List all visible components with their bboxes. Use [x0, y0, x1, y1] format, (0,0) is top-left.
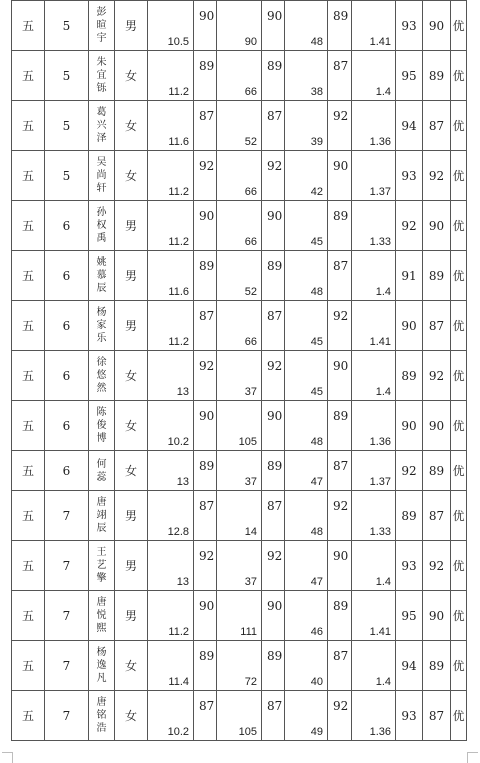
cell-value-1: 11.6	[148, 101, 194, 151]
student-name-text: 朱宜铄	[96, 57, 107, 94]
table-row	[12, 351, 467, 401]
cell-class: 6	[45, 401, 89, 451]
cell-total: 92	[423, 151, 451, 201]
cell-score-3: 90	[328, 541, 352, 591]
cell-grade: 五	[12, 591, 45, 641]
cell-value-1: 13	[148, 451, 194, 491]
cell-student-name	[89, 1, 115, 51]
cell-score-3: 92	[328, 691, 352, 741]
cell-value-2: 66	[217, 301, 262, 351]
cell-value-1: 13	[148, 541, 194, 591]
cell-total: 90	[423, 1, 451, 51]
cell-score-1: 90	[194, 201, 217, 251]
cell-level: 优	[451, 201, 467, 251]
cell-score-2: 89	[262, 451, 285, 491]
cell-total: 90	[423, 201, 451, 251]
cell-score-4: 94	[396, 641, 423, 691]
cell-score-1: 87	[194, 101, 217, 151]
cell-total: 87	[423, 301, 451, 351]
cell-score-4: 90	[396, 401, 423, 451]
table-row	[12, 691, 467, 741]
cell-value-3: 48	[285, 401, 328, 451]
cell-total: 90	[423, 591, 451, 641]
cell-grade: 五	[12, 641, 45, 691]
cell-gender: 女	[115, 151, 148, 201]
student-name-text: 杨家乐	[96, 307, 107, 344]
cell-value-2: 52	[217, 251, 262, 301]
cell-total: 89	[423, 251, 451, 301]
cell-value-2: 66	[217, 201, 262, 251]
cell-value-4: 1.36	[352, 691, 396, 741]
cell-score-2: 90	[262, 591, 285, 641]
cell-value-3: 47	[285, 541, 328, 591]
cell-score-2: 87	[262, 101, 285, 151]
page-corner-mark	[2, 752, 13, 763]
cell-class: 7	[45, 541, 89, 591]
cell-score-2: 90	[262, 201, 285, 251]
cell-total: 87	[423, 101, 451, 151]
table-row	[12, 151, 467, 201]
cell-value-2: 105	[217, 401, 262, 451]
cell-value-3: 49	[285, 691, 328, 741]
cell-value-3: 47	[285, 451, 328, 491]
cell-grade: 五	[12, 351, 45, 401]
cell-value-3: 48	[285, 251, 328, 301]
cell-value-1: 11.2	[148, 201, 194, 251]
cell-value-3: 38	[285, 51, 328, 101]
cell-score-1: 92	[194, 351, 217, 401]
table-row	[12, 1, 467, 51]
cell-class: 5	[45, 101, 89, 151]
cell-value-2: 72	[217, 641, 262, 691]
cell-value-1: 11.2	[148, 591, 194, 641]
table-row	[12, 101, 467, 151]
student-name-text: 唐翊辰	[96, 497, 107, 534]
cell-score-3: 87	[328, 51, 352, 101]
cell-value-1: 11.2	[148, 301, 194, 351]
cell-value-2: 66	[217, 151, 262, 201]
cell-value-1: 11.6	[148, 251, 194, 301]
cell-grade: 五	[12, 101, 45, 151]
cell-value-1: 11.4	[148, 641, 194, 691]
cell-student-name	[89, 51, 115, 101]
cell-score-2: 87	[262, 691, 285, 741]
cell-value-2: 37	[217, 451, 262, 491]
cell-grade: 五	[12, 201, 45, 251]
cell-value-3: 46	[285, 591, 328, 641]
cell-level: 优	[451, 101, 467, 151]
cell-grade: 五	[12, 151, 45, 201]
cell-grade: 五	[12, 51, 45, 101]
cell-value-2: 111	[217, 591, 262, 641]
cell-student-name	[89, 591, 115, 641]
table-body	[12, 1, 467, 741]
cell-value-2: 37	[217, 541, 262, 591]
cell-value-3: 45	[285, 201, 328, 251]
cell-score-3: 87	[328, 641, 352, 691]
cell-score-1: 87	[194, 301, 217, 351]
cell-level: 优	[451, 451, 467, 491]
cell-value-4: 1.37	[352, 451, 396, 491]
cell-value-4: 1.36	[352, 101, 396, 151]
cell-class: 7	[45, 691, 89, 741]
cell-score-4: 92	[396, 201, 423, 251]
table-row	[12, 51, 467, 101]
cell-score-3: 92	[328, 301, 352, 351]
cell-score-1: 90	[194, 1, 217, 51]
cell-gender: 女	[115, 691, 148, 741]
cell-value-3: 45	[285, 301, 328, 351]
cell-class: 5	[45, 51, 89, 101]
student-name-text: 孙权禹	[96, 207, 107, 244]
cell-gender: 男	[115, 491, 148, 541]
student-name-text: 彭暄宇	[96, 7, 107, 44]
cell-score-3: 90	[328, 351, 352, 401]
cell-value-3: 45	[285, 351, 328, 401]
cell-class: 6	[45, 201, 89, 251]
cell-grade: 五	[12, 691, 45, 741]
cell-score-3: 89	[328, 401, 352, 451]
cell-score-2: 92	[262, 151, 285, 201]
page-corner-mark	[467, 752, 478, 763]
cell-student-name	[89, 101, 115, 151]
cell-value-1: 10.2	[148, 401, 194, 451]
cell-value-3: 48	[285, 1, 328, 51]
cell-value-2: 14	[217, 491, 262, 541]
cell-value-4: 1.36	[352, 401, 396, 451]
cell-score-1: 89	[194, 451, 217, 491]
cell-gender: 女	[115, 641, 148, 691]
cell-value-2: 37	[217, 351, 262, 401]
cell-level: 优	[451, 401, 467, 451]
cell-grade: 五	[12, 251, 45, 301]
cell-student-name	[89, 351, 115, 401]
cell-value-1: 13	[148, 351, 194, 401]
cell-score-4: 93	[396, 541, 423, 591]
cell-score-2: 89	[262, 641, 285, 691]
table-row	[12, 251, 467, 301]
student-name-text: 杨逸凡	[96, 647, 107, 684]
cell-level: 优	[451, 541, 467, 591]
cell-score-4: 93	[396, 151, 423, 201]
cell-value-2: 105	[217, 691, 262, 741]
cell-level: 优	[451, 641, 467, 691]
cell-class: 6	[45, 451, 89, 491]
cell-class: 5	[45, 151, 89, 201]
cell-value-1: 10.5	[148, 1, 194, 51]
cell-gender: 男	[115, 301, 148, 351]
cell-value-2: 52	[217, 101, 262, 151]
cell-value-3: 48	[285, 491, 328, 541]
cell-score-4: 95	[396, 591, 423, 641]
cell-score-1: 92	[194, 151, 217, 201]
cell-score-4: 93	[396, 1, 423, 51]
cell-class: 7	[45, 641, 89, 691]
cell-score-2: 92	[262, 351, 285, 401]
student-name-text: 王艺擎	[96, 547, 107, 584]
cell-value-4: 1.4	[352, 541, 396, 591]
cell-total: 92	[423, 541, 451, 591]
cell-score-3: 89	[328, 591, 352, 641]
cell-student-name	[89, 641, 115, 691]
cell-total: 90	[423, 401, 451, 451]
cell-gender: 男	[115, 541, 148, 591]
cell-student-name	[89, 491, 115, 541]
cell-score-3: 89	[328, 201, 352, 251]
cell-total: 87	[423, 691, 451, 741]
cell-score-4: 91	[396, 251, 423, 301]
table-row	[12, 541, 467, 591]
cell-score-4: 89	[396, 351, 423, 401]
table-row	[12, 451, 467, 491]
student-name-text: 唐悦熙	[96, 597, 107, 634]
cell-total: 89	[423, 641, 451, 691]
cell-score-4: 95	[396, 51, 423, 101]
student-name-text: 吴尚轩	[96, 157, 107, 194]
cell-total: 89	[423, 51, 451, 101]
cell-grade: 五	[12, 451, 45, 491]
cell-value-3: 39	[285, 101, 328, 151]
cell-student-name	[89, 301, 115, 351]
table-row	[12, 201, 467, 251]
cell-value-4: 1.4	[352, 351, 396, 401]
cell-score-2: 92	[262, 541, 285, 591]
student-name-text: 何蕊	[96, 458, 107, 483]
cell-level: 优	[451, 591, 467, 641]
cell-gender: 女	[115, 351, 148, 401]
cell-score-4: 92	[396, 451, 423, 491]
cell-level: 优	[451, 1, 467, 51]
cell-score-4: 94	[396, 101, 423, 151]
student-name-text: 唐铭浩	[96, 697, 107, 734]
cell-level: 优	[451, 151, 467, 201]
cell-student-name	[89, 401, 115, 451]
cell-score-4: 89	[396, 491, 423, 541]
cell-grade: 五	[12, 491, 45, 541]
cell-gender: 女	[115, 451, 148, 491]
cell-class: 7	[45, 591, 89, 641]
cell-value-3: 40	[285, 641, 328, 691]
cell-total: 87	[423, 491, 451, 541]
cell-value-4: 1.33	[352, 491, 396, 541]
cell-score-1: 87	[194, 491, 217, 541]
cell-class: 6	[45, 251, 89, 301]
cell-score-1: 89	[194, 51, 217, 101]
cell-class: 6	[45, 351, 89, 401]
cell-value-1: 11.2	[148, 151, 194, 201]
table-row	[12, 641, 467, 691]
cell-score-3: 87	[328, 251, 352, 301]
student-name-text: 姚慕辰	[96, 257, 107, 294]
cell-value-4: 1.33	[352, 201, 396, 251]
cell-score-3: 87	[328, 451, 352, 491]
cell-gender: 男	[115, 251, 148, 301]
cell-student-name	[89, 201, 115, 251]
cell-score-3: 92	[328, 491, 352, 541]
cell-grade: 五	[12, 1, 45, 51]
cell-student-name	[89, 251, 115, 301]
cell-score-1: 90	[194, 591, 217, 641]
cell-value-1: 10.2	[148, 691, 194, 741]
cell-score-2: 89	[262, 51, 285, 101]
cell-score-1: 92	[194, 541, 217, 591]
cell-value-2: 66	[217, 51, 262, 101]
cell-score-2: 87	[262, 491, 285, 541]
cell-grade: 五	[12, 301, 45, 351]
cell-value-1: 12.8	[148, 491, 194, 541]
cell-value-4: 1.41	[352, 1, 396, 51]
cell-gender: 女	[115, 401, 148, 451]
cell-student-name	[89, 691, 115, 741]
cell-value-4: 1.41	[352, 591, 396, 641]
student-name-text: 徐悠然	[96, 357, 107, 394]
student-name-text: 陈俊博	[96, 407, 107, 444]
table-row	[12, 401, 467, 451]
cell-class: 6	[45, 301, 89, 351]
cell-score-1: 87	[194, 691, 217, 741]
cell-score-4: 90	[396, 301, 423, 351]
cell-level: 优	[451, 351, 467, 401]
cell-value-4: 1.4	[352, 251, 396, 301]
student-name-text: 葛兴泽	[96, 107, 107, 144]
cell-value-1: 11.2	[148, 51, 194, 101]
cell-score-1: 90	[194, 401, 217, 451]
cell-gender: 男	[115, 1, 148, 51]
cell-value-4: 1.4	[352, 641, 396, 691]
cell-gender: 男	[115, 201, 148, 251]
cell-class: 5	[45, 1, 89, 51]
cell-level: 优	[451, 251, 467, 301]
cell-value-4: 1.4	[352, 51, 396, 101]
cell-student-name	[89, 151, 115, 201]
cell-score-2: 87	[262, 301, 285, 351]
cell-score-2: 89	[262, 251, 285, 301]
cell-student-name	[89, 451, 115, 491]
cell-score-4: 93	[396, 691, 423, 741]
cell-score-2: 90	[262, 401, 285, 451]
cell-total: 92	[423, 351, 451, 401]
cell-value-4: 1.37	[352, 151, 396, 201]
cell-class: 7	[45, 491, 89, 541]
cell-score-1: 89	[194, 251, 217, 301]
cell-gender: 女	[115, 101, 148, 151]
cell-gender: 男	[115, 591, 148, 641]
cell-grade: 五	[12, 401, 45, 451]
cell-value-3: 42	[285, 151, 328, 201]
cell-score-3: 90	[328, 151, 352, 201]
cell-level: 优	[451, 51, 467, 101]
cell-level: 优	[451, 491, 467, 541]
cell-score-2: 90	[262, 1, 285, 51]
cell-level: 优	[451, 691, 467, 741]
cell-score-1: 89	[194, 641, 217, 691]
table-row	[12, 491, 467, 541]
cell-student-name	[89, 541, 115, 591]
cell-grade: 五	[12, 541, 45, 591]
table-row	[12, 591, 467, 641]
cell-gender: 女	[115, 51, 148, 101]
cell-total: 89	[423, 451, 451, 491]
cell-value-2: 90	[217, 1, 262, 51]
fitness-score-table	[11, 0, 467, 741]
cell-score-3: 89	[328, 1, 352, 51]
cell-score-3: 92	[328, 101, 352, 151]
table-row	[12, 301, 467, 351]
cell-level: 优	[451, 301, 467, 351]
cell-value-4: 1.41	[352, 301, 396, 351]
